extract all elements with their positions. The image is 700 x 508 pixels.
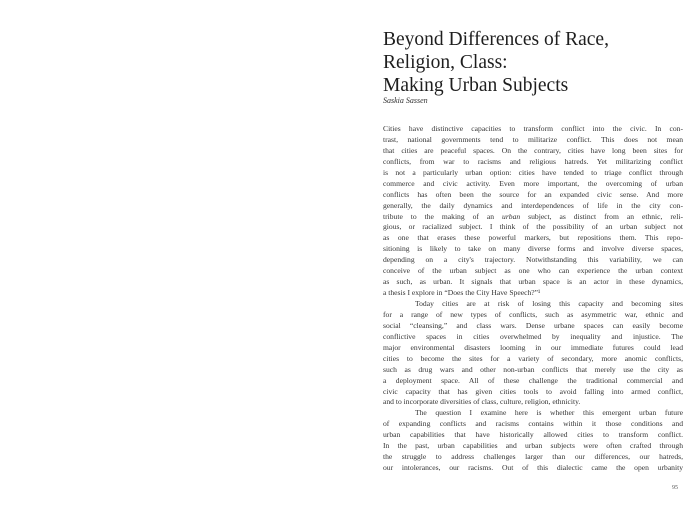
body-line: of expanding conflicts and racisms contains within it those conditions and (383, 419, 683, 429)
title-line: Religion, Class: (383, 52, 508, 73)
page-number: 95 (672, 485, 678, 491)
body-line: a deployment space. All of these challenge the traditional commercial and (383, 375, 683, 385)
body-line: and to incorporate diversities of class, culture, religion, ethnicity. (383, 397, 581, 407)
body-line (383, 212, 683, 223)
body-line: major environmental disasters looming in our immediate futures could lead (383, 342, 683, 352)
body-line: conflictive spaces in cities overwhelmed by inequality and injustice. The (383, 331, 683, 341)
body-line: that cities are peaceful spaces. On the contrary, cities have long been sites for (383, 145, 683, 155)
body-line: urban capabilities that have historically allowed cities to transform conflict. (383, 430, 683, 440)
body-line: as such, as urban. It signals that urban space is an actor in these dynamics, (383, 277, 683, 287)
body-line: as one that erases these powerful markers, but repositions them. This repo- (383, 233, 683, 243)
body-line: sitioning is likely to take on many diverse forms and involve diverse spaces, (383, 244, 683, 254)
essay-body (383, 124, 683, 474)
body-line: gious, or racialized subject. I think of the possibility of an urban subject not (383, 222, 683, 232)
body-line: such as drug wars and other non-urban conflicts that merely use the city as (383, 364, 683, 374)
body-line: Cities have distinctive capacities to transform conflict into the civic. In con- (383, 124, 683, 133)
body-line: is not a particularly urban option: cities have tended to triage conflict through (383, 167, 683, 177)
body-line: In the past, urban capabilities and urban subjects were often crafted through (383, 441, 683, 451)
body-line: conceive of the urban subject as one who can experience the urban context (383, 266, 683, 276)
title-line: Beyond Differences of Race, (383, 29, 609, 50)
body-text-segment: subject, as distinct from an ethnic, reli- (528, 211, 683, 221)
body-line: depending on a city's trajectory. Notwithstanding this variability, we can (383, 255, 683, 265)
body-line: for a range of new types of conflicts, such as asymmetric war, ethnic and (383, 309, 683, 319)
body-line: commerce and civic activity. Even more important, the overcoming of urban (383, 178, 683, 188)
body-line: cities to become the sites for a variety of secondary, more anomic conflicts, (383, 353, 683, 363)
body-line: generally, the daily dynamics and interdependences of life in the city con- (383, 200, 683, 210)
body-line: Today cities are at risk of losing this capacity and becoming sites (415, 299, 683, 308)
body-line: civic capacity that has given cities tools to avoid falling into armed conflict, (383, 386, 683, 396)
body-line: conflicts, from war to racisms and religious hatreds. Yet militarizing conflict (383, 156, 683, 166)
title-line: Making Urban Subjects (383, 75, 569, 96)
body-line: The question I examine here is whether this emergent urban future (415, 408, 683, 418)
body-line: trast, national governments tend to militarize conflict. This does not mean (383, 134, 683, 144)
author-name: Saskia Sassen (383, 96, 428, 105)
body-line: our intolerances, our racisms. Out of this dialectic came the open urbanity (383, 463, 683, 473)
body-line: a thesis I explore in “Does the City Have Speech?”¹ (383, 288, 541, 298)
body-line: conflicts has often been the source for an expanded civic sense. And more (383, 189, 683, 199)
body-line: social “cleansing,” and class wars. Dense urbane spaces can easily become (383, 320, 683, 330)
body-line: the struggle to address challenges larger than our differences, our hatreds, (383, 452, 683, 462)
italic-emphasis: urban (502, 211, 521, 221)
essay-title (383, 28, 683, 97)
body-text-segment: tribute to the making of an (383, 211, 495, 221)
